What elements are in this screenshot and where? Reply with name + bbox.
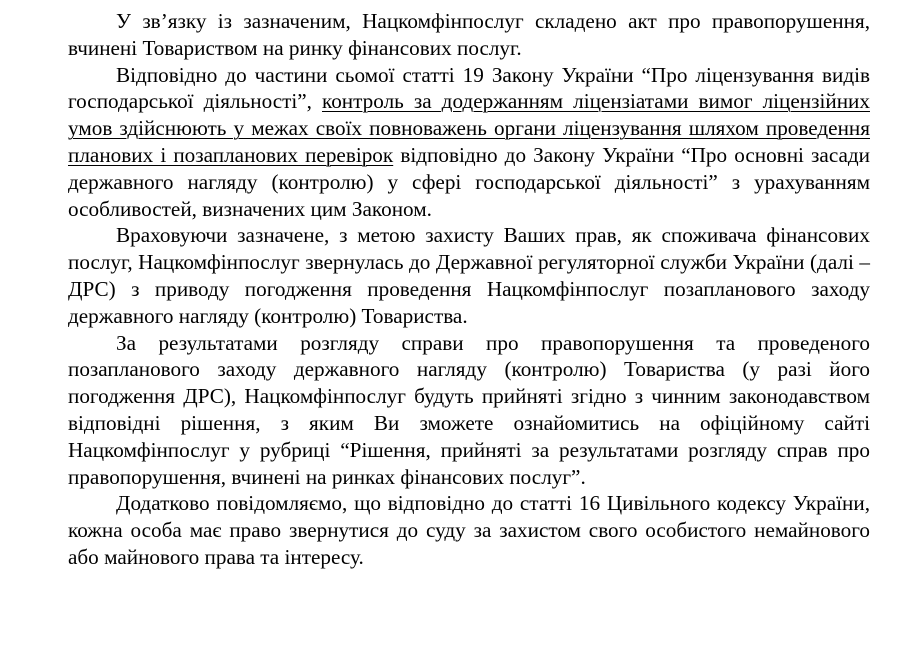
paragraph-text-start: Відповідно до частини сьомої статті 19 Закону України “Про ліцензування видів господарської діяльності”,	[68, 62, 870, 114]
paragraph-results	[68, 330, 870, 491]
paragraph-text: Враховуючи зазначене, з метою захисту Ваших прав, як споживача фінансових послуг, Нацкомфінпослуг звернулась до Державної регуляторної служби України (далі – ДРС) з приводу погодження проведення Нацкомфінпослуг позапланового заходу державного нагляду (контролю) Товариства.	[68, 223, 870, 328]
document-body	[68, 8, 870, 571]
paragraph-text: Додатково повідомляємо, що відповідно до статті 16 Цивільного кодексу України, кожна особа має право звернутися до суду за захистом свого особистого немайнового або майнового права та інтересу.	[68, 491, 870, 569]
paragraph-text: За результатами розгляду справи про правопорушення та проведеного позапланового заходу державного нагляду (контролю) Товариства (у разі його погодження ДРС), Нацкомфінпослуг будуть прийняті згідно з чинним законодавством відповідні рішення, з яким Ви зможете ознайомитись на офіційному сайті Нацкомфінпослуг у рубриці “Рішення, прийняті за результатами розгляду справ про правопорушення, вчинені на ринках фінансових послуг”.	[68, 330, 870, 489]
paragraph-licensing-law	[68, 62, 870, 223]
paragraph-act-drawn-up	[68, 8, 870, 62]
paragraph-text: У зв’язку із зазначеним, Нацкомфінпослуг складено акт про правопорушення, вчинені Товариством на ринку фінансових послуг.	[68, 9, 870, 60]
paragraph-drs-appeal	[68, 222, 870, 329]
paragraph-civil-code	[68, 490, 870, 570]
paragraph-text-end: відповідно до Закону України “Про основні засади державного нагляду (контролю) у сфері господарської діяльності” з урахуванням особливостей, визначених цим Законом.	[68, 142, 871, 221]
underlined-quote: контроль за додержанням ліцензіатами вимог ліцензійних умов здійснюють у межах своїх повноважень органи ліцензування шляхом проведення планових і позапланових перевірок	[68, 89, 870, 167]
